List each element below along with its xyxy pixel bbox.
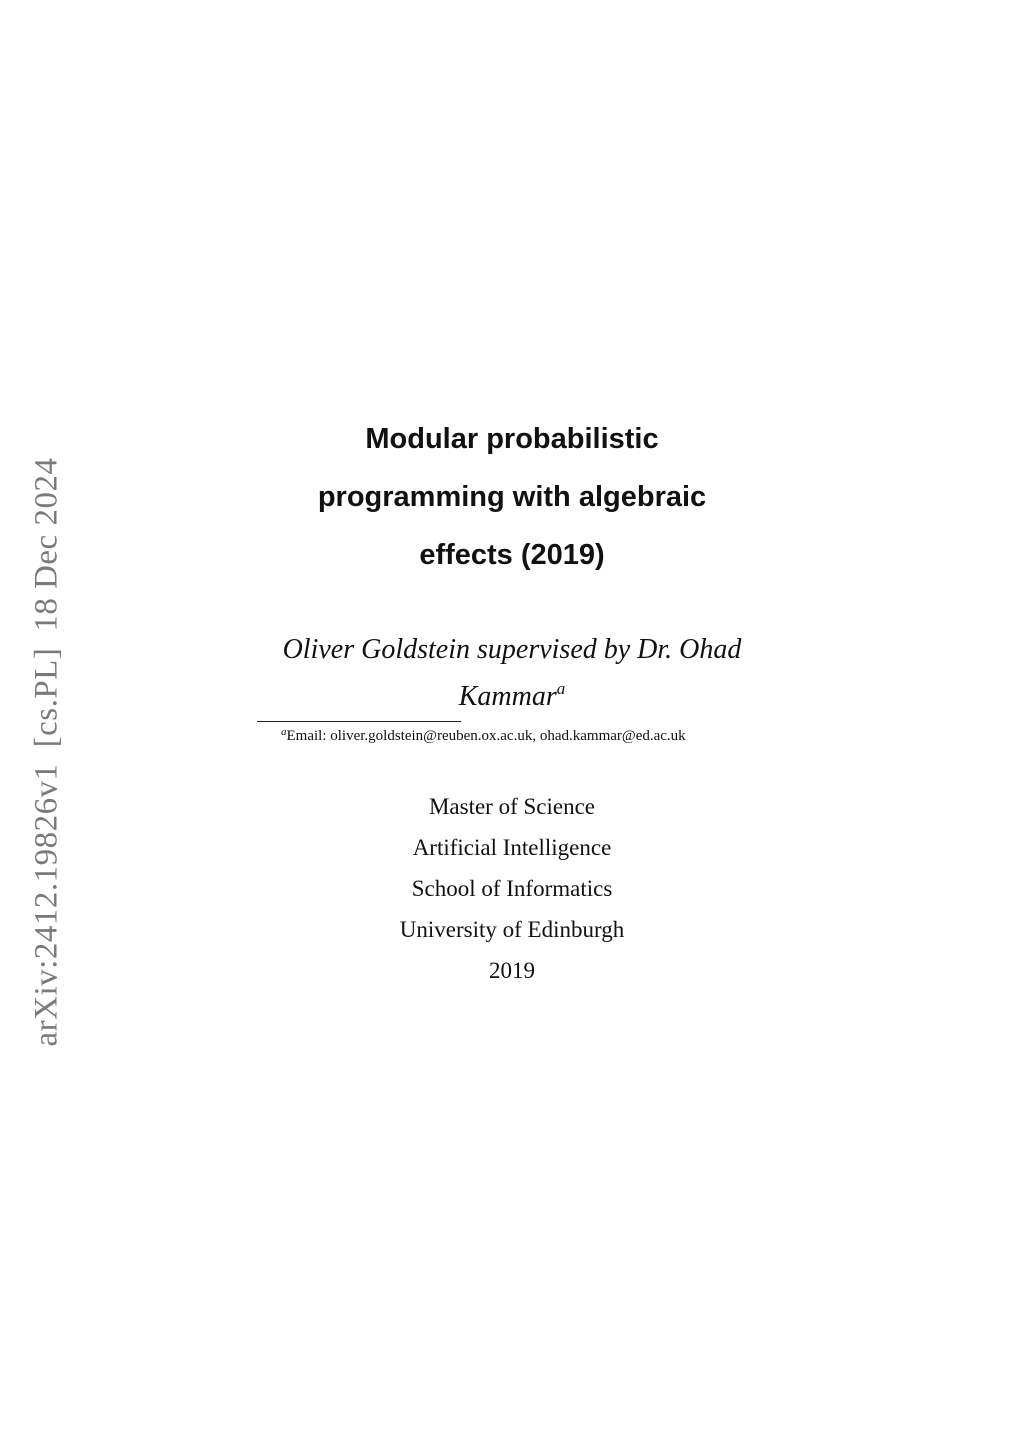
arxiv-date: 18 Dec 2024	[28, 457, 65, 632]
author-block	[0, 626, 1024, 720]
affiliation-block	[0, 786, 1024, 991]
author-line-2	[0, 673, 1024, 720]
arxiv-identifier: arXiv:2412.19826v1	[28, 763, 65, 1047]
school: School of Informatics	[411, 876, 613, 901]
author-surname: Kammar	[458, 681, 557, 712]
paper-title-line-2: programming with algebraic	[317, 481, 707, 513]
degree: Master of Science	[428, 794, 596, 819]
year: 2019	[489, 958, 535, 983]
arxiv-category: [cs.PL]	[28, 647, 65, 748]
footnote-rule	[257, 721, 461, 722]
footnote-email-text: Email: oliver.goldstein@reuben.ox.ac.uk, ohad.kammar@ed.ac.uk	[286, 728, 686, 744]
paper-title	[0, 410, 1024, 584]
university: University of Edinburgh	[399, 917, 625, 942]
paper-title-line-3: effects (2019)	[419, 539, 605, 571]
author-footnote	[281, 726, 686, 746]
author-line-1: Oliver Goldstein supervised by Dr. Ohad	[282, 634, 742, 665]
paper-title-line-1: Modular probabilistic	[365, 423, 659, 455]
author-footnote-marker: a	[556, 679, 566, 698]
footnote-marker: a	[281, 726, 287, 738]
field: Artificial Intelligence	[412, 835, 612, 860]
